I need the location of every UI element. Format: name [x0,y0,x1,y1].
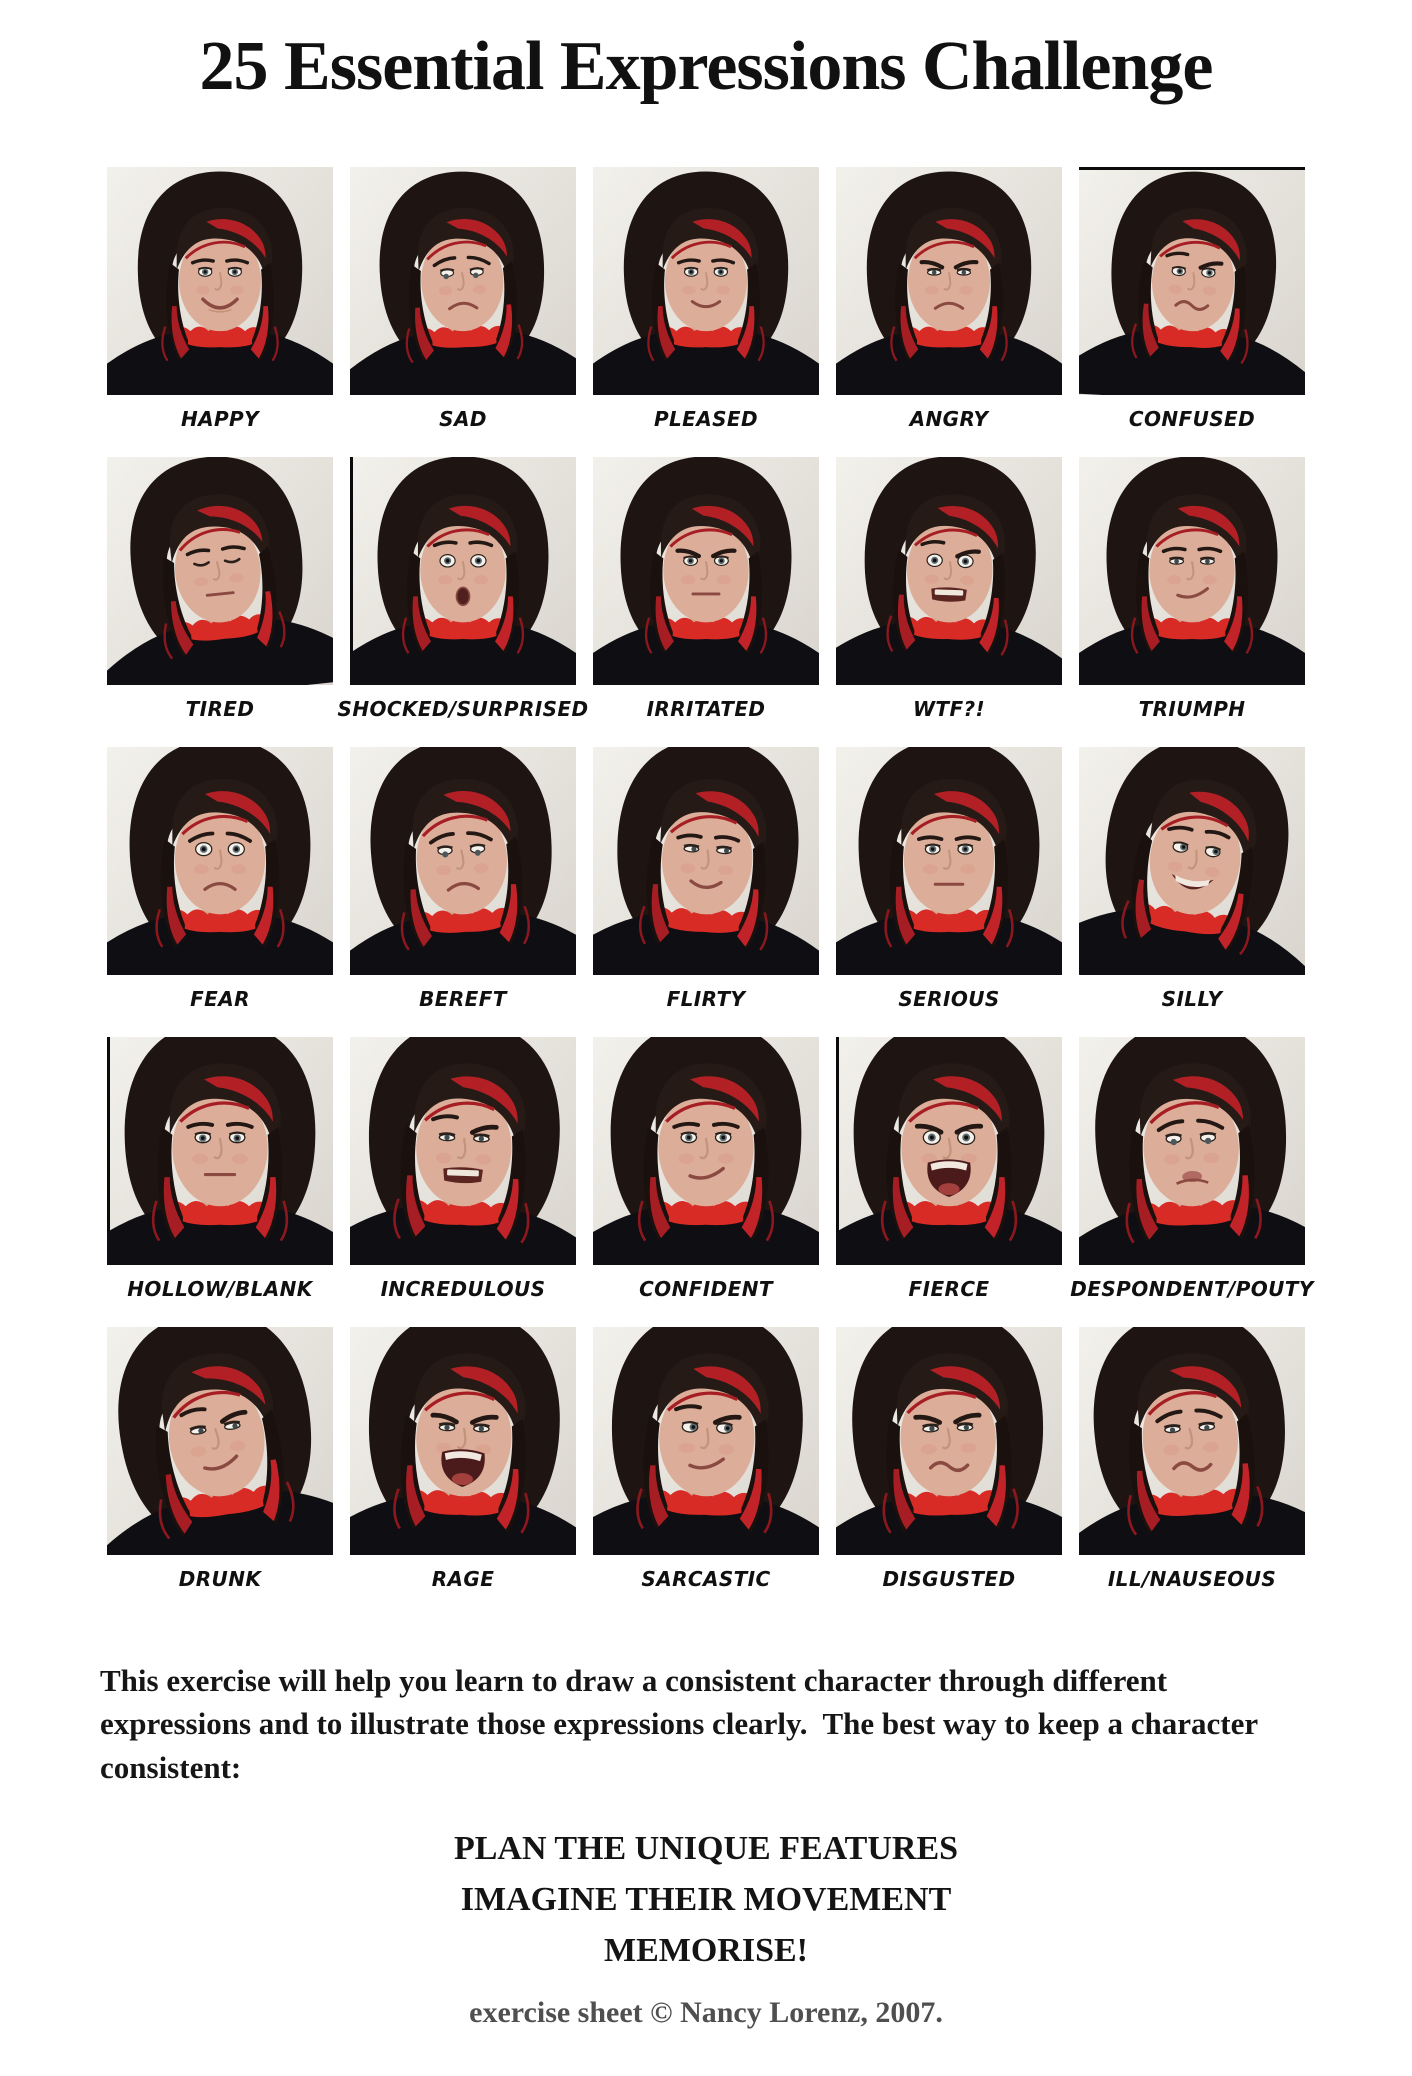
expression-photo-serious [836,747,1062,975]
expression-cell-irritated [593,457,819,747]
expression-label: DISGUSTED [882,1567,1016,1591]
expression-label: CONFIDENT [639,1277,773,1301]
expression-cell-shocked-surprised [337,457,589,747]
footer-paragraph: This exercise will help you learn to draw a consistent character through different expressions and to illustrate those expressions clearly. The best way to keep a character consistent: [100,1663,1266,1785]
expression-photo-bereft [350,747,576,975]
expression-photo-disgusted [836,1327,1062,1555]
expression-cell-silly [1079,747,1305,1037]
expression-photo-confused [1079,167,1305,395]
expression-cell-angry [836,167,1062,457]
expression-cell-serious [836,747,1062,1037]
expression-cell-incredulous [350,1037,576,1327]
plan-block [0,1823,1412,1976]
expression-photo-fierce [836,1037,1062,1265]
expression-photo-pleased [593,167,819,395]
credit-line: exercise sheet © Nancy Lorenz, 2007. [469,1996,943,2030]
expression-label: DRUNK [178,1567,262,1591]
expression-label: HAPPY [180,407,259,431]
expression-cell-bereft [350,747,576,1037]
expression-photo-irritated [593,457,819,685]
expression-cell-fierce [836,1037,1062,1327]
expression-cell-pleased [593,167,819,457]
expression-label: RAGE [431,1567,495,1591]
expression-photo-rage [350,1327,576,1555]
expression-label: INCREDULOUS [380,1277,546,1301]
expression-photo-angry [836,167,1062,395]
expression-photo-confident [593,1037,819,1265]
expression-label: SILLY [1161,987,1223,1011]
expression-label: HOLLOW/BLANK [127,1277,313,1301]
expression-cell-ill-nauseous [1079,1327,1305,1617]
expression-photo-despondent-pouty [1079,1037,1305,1265]
expression-cell-wtf [836,457,1062,747]
expression-label: DESPONDENT/POUTY [1070,1277,1314,1301]
expression-label: FEAR [190,987,250,1011]
expression-photo-hollow-blank [107,1037,333,1265]
plan-line-1: PLAN THE UNIQUE FEATURES [453,1830,959,1868]
expression-photo-silly [1079,747,1305,975]
expression-label: ANGRY [909,407,989,431]
expression-photo-sad [350,167,576,395]
expression-cell-sarcastic [593,1327,819,1617]
expression-label: SARCASTIC [641,1567,771,1591]
expression-photo-tired [107,457,333,685]
expression-photo-drunk [107,1327,333,1555]
expression-label: BEREFT [419,987,507,1011]
expression-cell-rage [350,1327,576,1617]
page-title: 25 Essential Expressions Challenge [199,28,1213,105]
expression-cell-confident [593,1037,819,1327]
expression-label: FLIRTY [666,987,746,1011]
expression-label: WTF?! [912,697,986,721]
expression-label: CONFUSED [1128,407,1256,431]
expression-cell-disgusted [836,1327,1062,1617]
expression-cell-flirty [593,747,819,1037]
expression-cell-hollow-blank [107,1037,333,1327]
expression-label: FIERCE [908,1277,990,1301]
expression-label: IRRITATED [646,697,766,721]
expression-label: SAD [439,407,487,431]
expression-label: SERIOUS [898,987,1000,1011]
expression-label: ILL/NAUSEOUS [1107,1567,1277,1591]
expression-label: TIRED [185,697,255,721]
expression-cell-tired [107,457,333,747]
expression-cell-happy [107,167,333,457]
expressions-grid [107,167,1314,1617]
expression-photo-sarcastic [593,1327,819,1555]
expression-cell-confused [1079,167,1305,457]
expression-photo-incredulous [350,1037,576,1265]
expression-label: SHOCKED/SURPRISED [337,697,589,721]
expression-cell-drunk [107,1327,333,1617]
expression-cell-sad [350,167,576,457]
expression-label: TRIUMPH [1138,697,1246,721]
plan-line-2: IMAGINE THEIR MOVEMENT [460,1881,952,1919]
expression-photo-shocked-surprised [350,457,576,685]
expression-photo-wtf [836,457,1062,685]
plan-line-3: MEMORISE! [604,1932,808,1970]
expression-photo-flirty [593,747,819,975]
expression-photo-happy [107,167,333,395]
expression-cell-triumph [1079,457,1305,747]
expression-photo-triumph [1079,457,1305,685]
expression-label: PLEASED [653,407,758,431]
expression-photo-ill-nauseous [1079,1327,1305,1555]
expression-cell-despondent-pouty [1070,1037,1314,1327]
expression-cell-fear [107,747,333,1037]
expression-photo-fear [107,747,333,975]
